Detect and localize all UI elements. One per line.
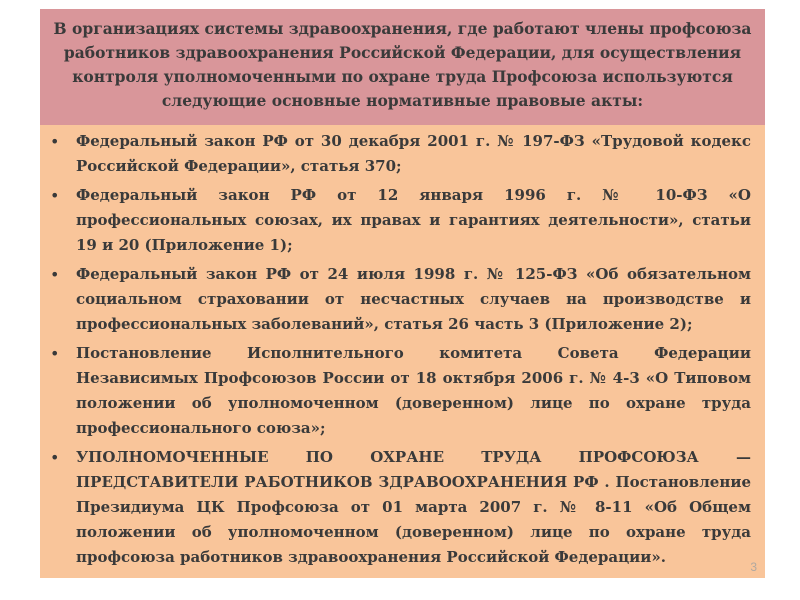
bullet-icon: • xyxy=(50,132,60,151)
bullet-icon: • xyxy=(50,186,60,205)
list-item xyxy=(50,183,751,258)
bullet-text: Федеральный закон РФ от 30 декабря 2001 г. № 197-ФЗ «Трудовой кодекс Российской Федерации», статья 370; xyxy=(76,132,751,175)
slide-title: В организациях системы здравоохранения, где работают члены профсоюза работников здравоохранения Российской Федерации, для осуществления контроля уполномоченными по охране труда Профсоюза используются следующие основные нормативные правовые акты: xyxy=(53,19,752,110)
bullet-icon: • xyxy=(50,265,60,284)
slide xyxy=(40,9,765,578)
bullet-list xyxy=(40,125,765,574)
bullet-icon: • xyxy=(50,344,60,363)
page-number: 3 xyxy=(750,560,757,574)
list-item xyxy=(50,341,751,441)
bullet-icon: • xyxy=(50,448,60,467)
list-item xyxy=(50,129,751,179)
slide-header xyxy=(40,9,765,125)
bullet-text: УПОЛНОМОЧЕННЫЕ ПО ОХРАНЕ ТРУДА ПРОФСОЮЗА — ПРЕДСТАВИТЕЛИ РАБОТНИКОВ ЗДРАВООХРАНЕНИЯ РФ . Постановление Президиума ЦК Профсоюза от 01 марта 2007 г. № 8-11 «Об Общем положении об уполномоченном (доверенном) лице по охране труда профсоюза работников здравоохранения Российской Федерации». xyxy=(76,448,751,566)
bullet-text: Федеральный закон РФ от 12 января 1996 г. № 10-ФЗ «О профессиональных союзах, их правах и гарантиях деятельности», статьи 19 и 20 (Приложение 1); xyxy=(76,186,751,254)
list-item xyxy=(50,262,751,337)
list-item xyxy=(50,445,751,570)
bullet-text: Постановление Исполнительного комитета Совета Федерации Независимых Профсоюзов России от 18 октября 2006 г. № 4-3 «О Типовом положении об уполномоченном (доверенном) лице по охране труда профессионального союза»; xyxy=(76,344,751,437)
bullet-text: Федеральный закон РФ от 24 июля 1998 г. № 125-ФЗ «Об обязательном социальном страховании от несчастных случаев на производстве и профессиональных заболеваний», статья 26 часть 3 (Приложение 2); xyxy=(76,265,751,333)
